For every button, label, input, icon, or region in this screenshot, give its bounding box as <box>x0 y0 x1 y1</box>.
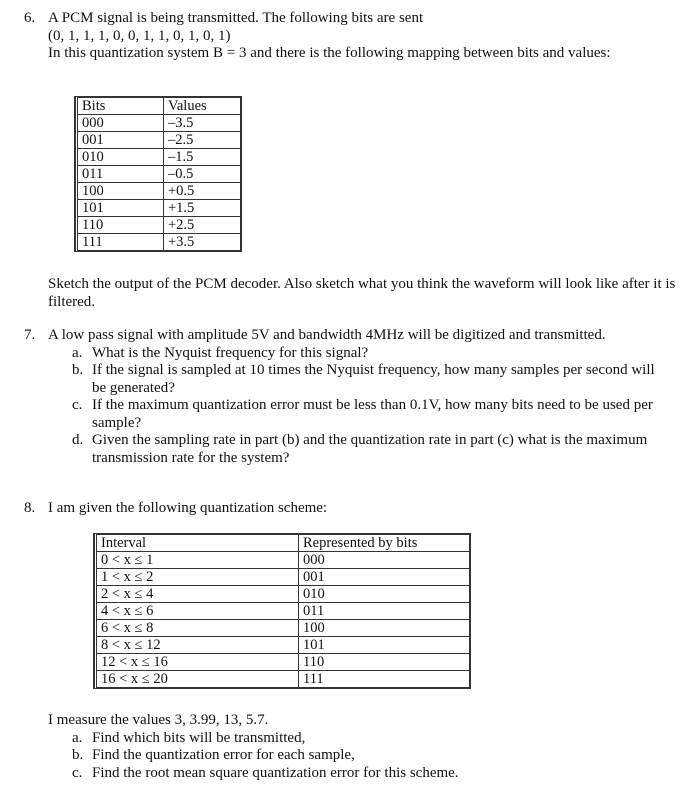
sub-question-list <box>48 345 672 468</box>
question-text: Sketch the output of the PCM decoder. Also sketch what you think the waveform will look like after it is filtered. <box>48 276 676 310</box>
table-header: Bits <box>77 98 164 115</box>
table-cell-key: 100 <box>77 183 164 200</box>
table-header: Interval <box>96 535 299 552</box>
table-cell-value: +0.5 <box>164 183 241 200</box>
sub-question-label: d. <box>72 432 84 448</box>
question-8 <box>24 500 684 518</box>
sub-question <box>72 362 672 397</box>
table-cell-key: 101 <box>77 200 164 217</box>
question-number: 8. <box>24 500 36 516</box>
sub-question-text: Given the sampling rate in part (b) and the quantization rate in part (c) what is the maximum transmission rate for the system? <box>92 432 648 466</box>
table-cell-key: 6 < x ≤ 8 <box>96 620 299 637</box>
table-row <box>96 552 470 569</box>
question-text: In this quantization system B = 3 and there is the following mapping between bits and values: <box>48 45 611 61</box>
table-cell-value: 111 <box>299 671 470 688</box>
sub-question-text: If the maximum quantization error must be less than 0.1V, how many bits need to be used per sample? <box>92 397 653 431</box>
sub-question-label: a. <box>72 344 83 361</box>
sub-question <box>72 730 684 748</box>
table-cell-key: 001 <box>77 132 164 149</box>
question-6-sketch <box>24 276 684 311</box>
table-cell-key: 1 < x ≤ 2 <box>96 569 299 586</box>
table-cell-value: 001 <box>299 569 470 586</box>
sub-question-text: What is the Nyquist frequency for this signal? <box>92 344 369 361</box>
table-row <box>77 166 241 183</box>
table-header: Represented by bits <box>299 535 470 552</box>
sub-question <box>72 765 684 783</box>
table-cell-value: 011 <box>299 603 470 620</box>
question-text: A PCM signal is being transmitted. The following bits are sent <box>48 10 424 26</box>
table-cell-key: 0 < x ≤ 1 <box>96 552 299 569</box>
sub-question-text: Find the quantization error for each sample, <box>92 747 355 763</box>
table-cell-value: 110 <box>299 654 470 671</box>
table-cell-value: 010 <box>299 586 470 603</box>
table-row <box>77 132 241 149</box>
table-cell-value: +2.5 <box>164 217 241 234</box>
table-cell-value: –0.5 <box>164 166 241 183</box>
question-7 <box>24 327 684 467</box>
sub-question-text: Find the root mean square quantization error for this scheme. <box>92 764 459 781</box>
question-6 <box>24 10 684 63</box>
sub-question-list <box>48 730 684 783</box>
table-cell-value: 100 <box>299 620 470 637</box>
table-cell-key: 16 < x ≤ 20 <box>96 671 299 688</box>
table-row <box>77 200 241 217</box>
table-row <box>96 569 470 586</box>
bits-values-table-frame <box>74 96 242 252</box>
sub-question-label: b. <box>72 747 84 763</box>
sub-question <box>72 345 672 363</box>
question-8-measure <box>24 712 684 782</box>
table-cell-value: 000 <box>299 552 470 569</box>
table-row <box>77 183 241 200</box>
question-text: I measure the values 3, 3.99, 13, 5.7. <box>48 712 269 728</box>
table-cell-key: 111 <box>77 234 164 251</box>
table-row <box>77 234 241 251</box>
sub-question-label: c. <box>72 764 83 781</box>
table-cell-value: –3.5 <box>164 115 241 132</box>
bits-values-table <box>75 97 241 251</box>
question-text: I am given the following quantization scheme: <box>48 500 328 516</box>
table-row <box>77 115 241 132</box>
table-cell-key: 8 < x ≤ 12 <box>96 637 299 654</box>
table-cell-key: 010 <box>77 149 164 166</box>
table-row <box>96 637 470 654</box>
sub-question-label: a. <box>72 729 83 746</box>
sub-question-text: If the signal is sampled at 10 times the Nyquist frequency, how many samples per second will be generated? <box>92 362 655 396</box>
question-text: A low pass signal with amplitude 5V and bandwidth 4MHz will be digitized and transmitted. <box>48 327 606 343</box>
table-cell-value: +1.5 <box>164 200 241 217</box>
sub-question-label: b. <box>72 362 84 378</box>
quantization-table <box>94 534 470 688</box>
table-row <box>77 217 241 234</box>
table-row <box>96 671 470 688</box>
table-cell-key: 12 < x ≤ 16 <box>96 654 299 671</box>
sub-question <box>72 432 672 467</box>
sub-question <box>72 747 684 765</box>
sub-question <box>72 397 672 432</box>
question-number: 6. <box>24 10 36 26</box>
table-cell-value: 101 <box>299 637 470 654</box>
table-row <box>96 620 470 637</box>
question-number: 7. <box>24 327 36 343</box>
table-row <box>96 586 470 603</box>
sub-question-text: Find which bits will be transmitted, <box>92 729 306 746</box>
table-cell-key: 4 < x ≤ 6 <box>96 603 299 620</box>
table-header: Values <box>164 98 241 115</box>
bit-sequence: (0, 1, 1, 1, 0, 0, 1, 1, 0, 1, 0, 1) <box>48 27 231 44</box>
table-cell-value: –1.5 <box>164 149 241 166</box>
table-cell-key: 011 <box>77 166 164 183</box>
table-row <box>77 149 241 166</box>
table-cell-value: +3.5 <box>164 234 241 251</box>
sub-question-label: c. <box>72 397 83 413</box>
table-cell-value: –2.5 <box>164 132 241 149</box>
table-row <box>96 603 470 620</box>
table-cell-key: 000 <box>77 115 164 132</box>
quantization-table-frame <box>93 533 471 689</box>
table-row <box>96 654 470 671</box>
table-cell-key: 110 <box>77 217 164 234</box>
table-cell-key: 2 < x ≤ 4 <box>96 586 299 603</box>
